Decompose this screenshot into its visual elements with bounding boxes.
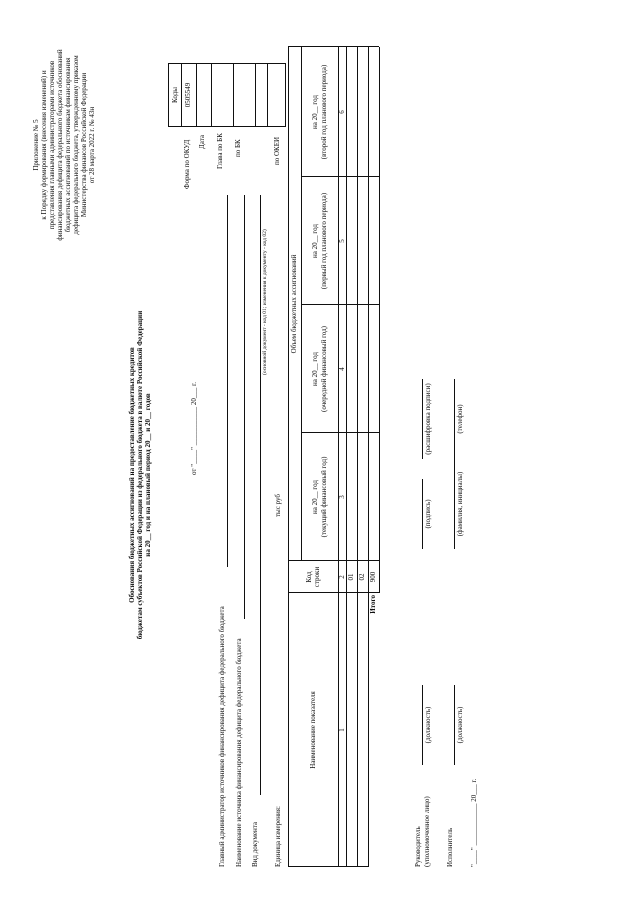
col-number: 6 xyxy=(337,110,346,114)
source-field-label: Наименование источника финансирования дефицита федерального бюджета xyxy=(235,638,243,867)
executor-fio-caption: (фамилия, инициалы) xyxy=(456,471,464,537)
col-group-header: Объем бюджетных ассигнований xyxy=(290,254,299,354)
doctype-field-label: Вид документа xyxy=(251,821,259,867)
head-label: Руководитель xyxy=(414,826,422,867)
appendix-line: от 28 марта 2022 г. № 43н xyxy=(88,106,97,184)
appendix-line: представления главными администраторами источников xyxy=(48,60,57,230)
col-header-next-year: на 20__ год (очередной финансовый год) xyxy=(311,326,328,412)
admin-field-label: Главный администратор источников финансирования дефицита федерального бюджета xyxy=(218,606,226,867)
head-position-caption: (должность) xyxy=(424,706,432,744)
head-decoding-caption: (расшифровка подписи) xyxy=(424,383,432,455)
appendix-line: финансирования дефицита федерального бюджета обоснований xyxy=(56,49,65,241)
code-cell-head xyxy=(211,64,234,126)
col-number: 4 xyxy=(337,367,346,371)
executor-label: Исполнитель xyxy=(446,827,454,867)
col-header-code: Код строки xyxy=(304,566,321,588)
codes-box xyxy=(168,63,286,127)
head-position-line xyxy=(422,685,423,765)
col-number: 2 xyxy=(337,575,346,579)
total-label: Итого xyxy=(369,595,378,614)
okud-label: Форма по ОКУД xyxy=(183,139,191,189)
codes-header: Коды xyxy=(169,64,182,126)
executor-position-line xyxy=(454,685,455,765)
col-number: 3 xyxy=(337,495,346,499)
doctype-field-line xyxy=(260,195,261,795)
bk-head-label: Глава по БК xyxy=(216,133,224,169)
okud-code: 0505549 xyxy=(181,64,197,126)
date-label: Дата xyxy=(198,135,206,149)
appendix-line: Министерства финансов Российской Федерации xyxy=(80,72,89,218)
head-decoding-line xyxy=(422,379,423,459)
title-line: Обоснования бюджетных ассигнований на предоставление бюджетных кредитов xyxy=(128,347,136,603)
head-signature-caption: (подпись) xyxy=(424,499,432,529)
col-number: 1 xyxy=(337,728,346,732)
appendix-line: к Порядку формирования (внесения изменений) и xyxy=(40,70,49,220)
head-signature-line xyxy=(422,479,423,549)
code-cell-date xyxy=(196,64,212,126)
col-header-current-year: на 20__ год (текущий финансовый год) xyxy=(311,456,328,538)
document-title xyxy=(128,235,152,715)
admin-field-line xyxy=(227,195,228,567)
title-line: бюджетам субъектов Российской Федерации из федерального бюджета в валюте Российской Федерации xyxy=(136,310,145,640)
unit-value: тыс руб xyxy=(274,494,282,517)
table-row-code: 02 xyxy=(358,573,367,581)
col-header-name: Наименование показателя xyxy=(308,691,317,769)
source-field-line xyxy=(244,195,245,619)
table-row-code: 01 xyxy=(347,573,356,581)
executor-phone-caption: (телефон) xyxy=(456,404,464,434)
signature-date: "____" ____________ 20___ г. xyxy=(470,778,478,867)
code-cell-bk xyxy=(233,64,256,126)
doctype-hint: (основной документ - код 01; изменения к документу - код 02) xyxy=(262,229,268,375)
executor-fio-line xyxy=(454,459,455,549)
okei-label: по ОКЕИ xyxy=(273,136,281,165)
appendix-block xyxy=(32,25,96,265)
executor-phone-line xyxy=(454,379,455,459)
appendix-title: Приложение № 5 xyxy=(32,119,40,171)
title-line: на 20__ год и на плановый период 20__ и 20__ годов xyxy=(144,393,153,557)
code-cell-doctype xyxy=(255,64,268,126)
head-sublabel: (уполномоченное лицо) xyxy=(423,796,431,867)
bk-label: по БК xyxy=(234,139,242,157)
col-header-plan-year-1: на 20__ год (первый год планового периода) xyxy=(311,192,328,290)
main-table xyxy=(288,47,390,867)
appendix-line: бюджетных ассигнований по источникам финансирования xyxy=(64,57,73,233)
executor-position-caption: (должность) xyxy=(456,706,464,744)
total-code: 900 xyxy=(369,571,378,583)
document-date: от "____" ___________ 20___ г. xyxy=(190,381,198,475)
unit-label: Единица измерения: xyxy=(274,806,282,867)
col-number: 5 xyxy=(337,239,346,243)
col-header-plan-year-2: на 20__ год (второй год планового периода) xyxy=(311,64,328,160)
appendix-line: дефицита федерального бюджета, утвержденному приказом xyxy=(72,55,81,235)
